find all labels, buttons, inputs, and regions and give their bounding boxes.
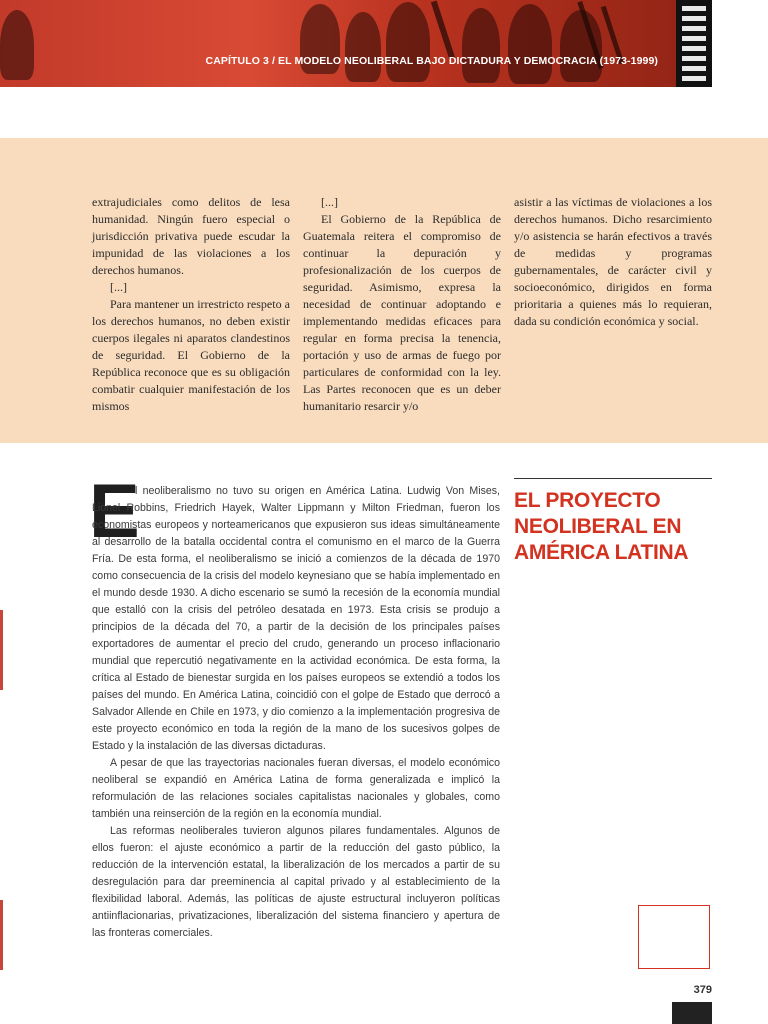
- article-paragraph: Las reformas neoliberales tuvieron algunos pilares fundamentales. Algunos de ellos fueron: el ajuste económico a partir de la reducción del gasto público, la reducción de la intervención estatal, la liberalización de los mercados a partir de su desregulación para dar preeminencia al capital privado y al establecimiento de la flexibilidad laboral. Además, las políticas de ajuste estructural incluyeron políticas antiinflacionarias, privatizaciones, liberalización del sistema financiero y apertura de las fronteras comerciales.: [92, 825, 500, 939]
- quote-box: [0, 138, 768, 443]
- chapter-title: CAPÍTULO 3 / EL MODELO NEOLIBERAL BAJO DICTADURA Y DEMOCRACIA (1973-1999): [205, 55, 658, 67]
- page-edge-mark: [0, 900, 3, 970]
- banner-photo-rifle: [431, 1, 455, 60]
- quote-paragraph: asistir a las víctimas de violaciones a los derechos humanos. Dicho resarcimiento y/o asistencia se harán efectivos a través de medidas y programas gubernamentales, de carácter civil y socioeconómico, dirigidos en forma prioritaria a quienes más lo requieran, dada su condición económica y social.: [514, 195, 712, 328]
- header-banner: [0, 0, 712, 87]
- article-paragraph: [92, 483, 500, 755]
- quote-paragraph: [...]: [110, 280, 127, 294]
- quote-paragraph: Para mantener un irrestricto respeto a los derechos humanos, no deben existir cuerpos ilegales ni aparatos clandestinos de seguridad. El Gobierno de la República reconoce que es su obligación combatir cualquier manifestación de los mismos: [92, 297, 290, 413]
- banner-photo-figure: [345, 12, 381, 82]
- sidebar-rule: [514, 478, 712, 479]
- banner-photo-figure: [386, 2, 430, 82]
- quote-column-2: [303, 194, 501, 415]
- quote-column-3: [514, 194, 712, 330]
- sidebar-box: [638, 905, 710, 969]
- drop-cap: E: [89, 469, 140, 554]
- sidebar-title: EL PROYECTO NEOLIBERAL EN AMÉRICA LATINA: [514, 489, 689, 564]
- banner-photo-figure: [462, 8, 500, 83]
- page-tab: [672, 1002, 712, 1024]
- banner-photo-figure: [508, 4, 552, 84]
- film-strip-decoration: [676, 0, 712, 87]
- article-paragraph-text: l neoliberalismo no tuvo su origen en América Latina. Ludwig Von Mises, Lionel Robbins, Friedrich Hayek, Walter Lippmann y Milton Friedman, fueron los economistas europeos y norteamericanos que expusieron sus ideas simultáneamente al desarrollo de la batalla occidental contra el comunismo en el marco de la Guerra Fría. De esta forma, el neoliberalismo se inició a comienzos de la década de 1970 como consecuencia de la crisis del modelo keynesiano que se había implementado en el mundo desde 1930. A dicho escenario se sumó la recesión de la economía mundial que estalló con la crisis del petróleo desatada en 1973. Esta crisis se produjo a principios de la década del 70, a partir de la decisión de los principales países exportadores de aumentar el precio del crudo, generando un proceso inflacionario mundial que repercutió negativamente en la actividad económica. De esta forma, la crítica al Estado de bienestar surgida en los países europeos se extendió a todos los países del mundo. En América Latina, coincidió con el golpe de Estado que derrocó a Salvador Allende en Chile en 1973, y dio comienzo a la implementación progresiva de este proyecto económico en toda la región de la mano de los sucesivos golpes de Estado y la instalación de las diversas dictaduras.: [92, 485, 500, 752]
- quote-paragraph: [...]: [321, 195, 338, 209]
- quote-paragraph: extrajudiciales como delitos de lesa humanidad. Ningún fuero especial o jurisdicción privativa puede escudar la impunidad de las violaciones a los derechos humanos.: [92, 195, 290, 277]
- page-edge-mark: [0, 610, 3, 690]
- article-body: [92, 483, 500, 942]
- article-paragraph: A pesar de que las trayectorias nacionales fueran diversas, el modelo económico neoliberal se expandió en América Latina de forma generalizada e implicó la reformulación de las relaciones sociales capitalistas nacionales y globales, como también una reinserción de la región en la economía mundial.: [92, 757, 500, 820]
- quote-paragraph: El Gobierno de la República de Guatemala reitera el compromiso de continuar la depuración y profesionalización de los cuerpos de seguridad. Asimismo, expresa la necesidad de continuar adoptando e implementando medidas eficaces para regular en forma precisa la tenencia, portación y uso de armas de fuego por particulares de conformidad con la ley. Las Partes reconocen que es un deber humanitario resarcir y/o: [303, 212, 501, 413]
- quote-column-1: [92, 194, 290, 415]
- banner-photo-figure: [0, 10, 34, 80]
- page-number: 379: [693, 984, 712, 996]
